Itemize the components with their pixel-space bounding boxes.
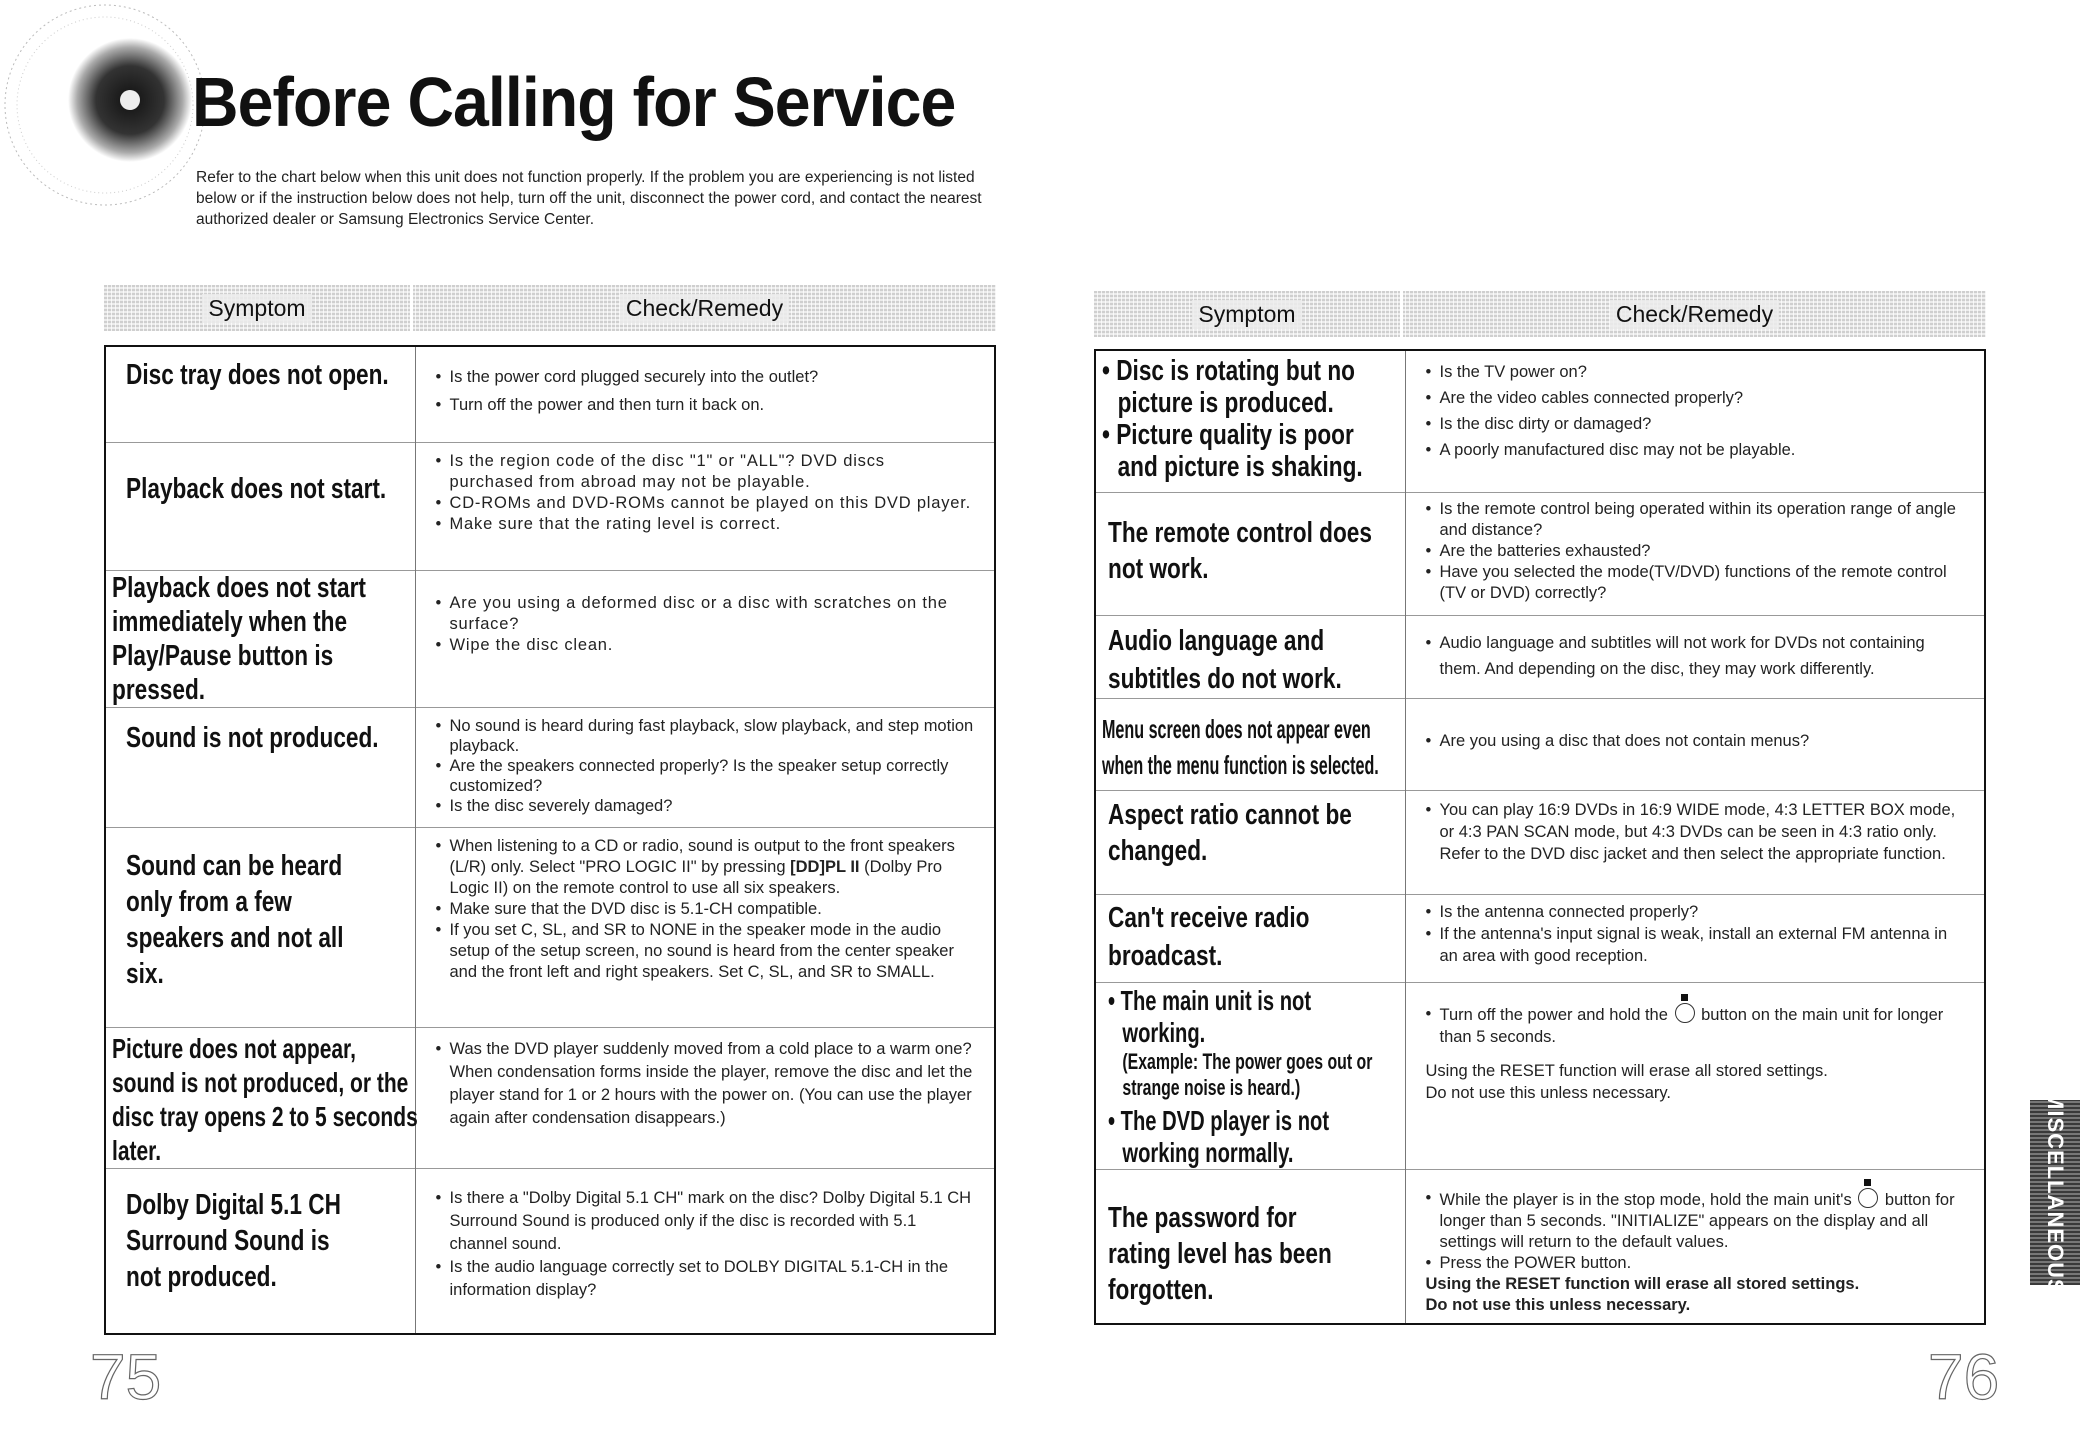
table-row bbox=[105, 827, 995, 1027]
table-row bbox=[1095, 982, 1985, 1169]
remedy-item: • Make sure that the DVD disc is 5.1-CH compatible. bbox=[436, 899, 975, 920]
symptom-text: Picture does not appear, sound is not produced, or the disc tray opens 2 to 5 seconds later. bbox=[112, 1032, 418, 1166]
remedy-item: • Is the antenna connected properly? bbox=[1426, 901, 1965, 923]
symptom-text: Aspect ratio cannot be changed. bbox=[1108, 798, 1352, 867]
symptom-header: Symptom bbox=[1094, 291, 1400, 337]
remedy-item: • Is there a "Dolby Digital 5.1 CH" mark on the disc? Dolby Digital 5.1 CH Surround Sound is produced only if the disc is recorded with 5.1 channel sound. bbox=[436, 1187, 975, 1256]
remedy-item: • Is the TV power on? bbox=[1426, 359, 1965, 385]
remedy-item: • If the antenna's input signal is weak, install an external FM antenna in an area with good reception. bbox=[1426, 923, 1965, 967]
symptom-text: Playback does not start immediately when the Play/Pause button is pressed. bbox=[112, 571, 366, 706]
page-number-right: 76 bbox=[1928, 1341, 2000, 1413]
remedy-item: • If you set C, SL, and SR to NONE in the speaker mode in the audio setup of the setup screen, no sound is heard from the center speaker and the front left and right speakers. Set C, SL, and SR to SMALL. bbox=[436, 920, 975, 983]
remedy-item: • Turn off the power and then turn it back on. bbox=[436, 395, 985, 416]
table-row bbox=[1095, 615, 1985, 698]
remedy-item: • Are the batteries exhausted? bbox=[1426, 541, 1965, 562]
symptom-text: Audio language and subtitles do not work. bbox=[1108, 624, 1342, 695]
remedy-header: Check/Remedy bbox=[413, 285, 996, 331]
remedy-item: • Press the POWER button. bbox=[1426, 1253, 1971, 1274]
symptom-text: • The main unit is not working. (Example: The power goes out or strange noise is heard.) • The DVD player is not working normally. bbox=[1108, 984, 1373, 1168]
symptom-text: Sound is not produced. bbox=[126, 721, 379, 754]
remedy-item: • CD-ROMs and DVD-ROMs cannot be played on this DVD player. bbox=[436, 493, 975, 514]
right-table-header bbox=[1094, 291, 1986, 337]
symptom-text: The password for rating level has been forgotten. bbox=[1108, 1201, 1332, 1306]
table-row bbox=[1095, 894, 1985, 982]
remedy-item: • Turn off the power and hold the button on the main unit for longer than 5 seconds. bbox=[1426, 1003, 1965, 1048]
stop-button-icon bbox=[1675, 1003, 1695, 1023]
intro-text: Refer to the chart below when this unit does not function properly. If the problem you are experiencing is not listed below or if the instruction below does not help, turn off the unit, disconnect the power cord, and contact the nearest authorized dealer or Samsung Electronics Service Center. bbox=[196, 169, 982, 228]
symptom-text: Dolby Digital 5.1 CH Surround Sound is not produced. bbox=[126, 1188, 341, 1293]
left-table-header bbox=[104, 285, 996, 331]
table-row bbox=[105, 1027, 995, 1168]
remedy-item: • Is the disc severely damaged? bbox=[436, 796, 975, 816]
remedy-item: • Is the disc dirty or damaged? bbox=[1426, 411, 1965, 437]
symptom-text: Playback does not start. bbox=[126, 472, 387, 505]
remedy-item: • Is the remote control being operated within its operation range of angle and distance? bbox=[1426, 499, 1965, 541]
table-row bbox=[105, 346, 995, 442]
remedy-item: • You can play 16:9 DVDs in 16:9 WIDE mode, 4:3 LETTER BOX mode, or 4:3 PAN SCAN mode, but 4:3 DVDs can be seen in 4:3 ratio only. Refer to the DVD disc jacket and then select the appropriate function. bbox=[1426, 799, 1965, 865]
reset-note: Do not use this unless necessary. bbox=[1425, 1295, 1691, 1314]
remedy-item: • Make sure that the rating level is correct. bbox=[436, 514, 975, 535]
symptom-header: Symptom bbox=[104, 285, 410, 331]
page-number-left: 75 bbox=[90, 1341, 162, 1413]
table-row bbox=[105, 442, 995, 570]
symptom-text: Sound can be heard only from a few speakers and not all six. bbox=[126, 849, 344, 990]
right-troubleshooting-table bbox=[1094, 349, 1986, 1325]
symptom-text: Disc tray does not open. bbox=[126, 359, 389, 391]
table-row bbox=[1095, 350, 1985, 492]
table-row bbox=[1095, 698, 1985, 790]
table-row bbox=[105, 570, 995, 707]
symptom-text: The remote control does not work. bbox=[1108, 516, 1372, 585]
remedy-item: • A poorly manufactured disc may not be playable. bbox=[1426, 437, 1965, 463]
remedy-item: • When listening to a CD or radio, sound is output to the front speakers (L/R) only. Select "PRO LOGIC II" by pressing [DD]PL II (Dolby Pro Logic II) on the remote control to use all six speakers. bbox=[436, 836, 975, 899]
reset-note: Do not use this unless necessary. bbox=[1425, 1083, 1671, 1102]
table-row bbox=[105, 707, 995, 827]
remedy-item: • Have you selected the mode(TV/DVD) functions of the remote control (TV or DVD) correctly? bbox=[1426, 562, 1965, 604]
page-title: Before Calling for Service bbox=[192, 63, 956, 141]
remedy-item: • No sound is heard during fast playback, slow playback, and step motion playback. bbox=[436, 716, 975, 756]
remedy-item: • Are the speakers connected properly? Is the speaker setup correctly customized? bbox=[436, 756, 975, 796]
table-row bbox=[1095, 790, 1985, 894]
reset-note: Using the RESET function will erase all stored settings. bbox=[1425, 1274, 1860, 1293]
symptom-text: Can't receive radio broadcast. bbox=[1108, 901, 1310, 972]
table-row bbox=[1095, 492, 1985, 615]
remedy-item: • Is the power cord plugged securely into the outlet? bbox=[436, 367, 985, 388]
section-tab: MISCELLANEOUS bbox=[2030, 1100, 2080, 1285]
disc-icon bbox=[0, 0, 215, 230]
table-row bbox=[1095, 1169, 1985, 1324]
remedy-item: • Are the video cables connected properly? bbox=[1426, 385, 1965, 411]
symptom-text: • Disc is rotating but no picture is produced. • Picture quality is poor and picture is shaking. bbox=[1102, 355, 1363, 483]
remedy-item: • Wipe the disc clean. bbox=[436, 635, 975, 656]
symptom-text: Menu screen does not appear even when the menu function is selected. bbox=[1102, 713, 1379, 780]
remedy-header: Check/Remedy bbox=[1403, 291, 1986, 337]
remedy-item: • While the player is in the stop mode, hold the main unit's button for longer than 5 seconds. "INITIALIZE" appears on the display and all settings will return to the default values. bbox=[1426, 1188, 1971, 1253]
remedy-item: • Audio language and subtitles will not work for DVDs not containing them. And depending on the disc, they may work differently. bbox=[1426, 630, 1965, 682]
remedy-item: • Is the audio language correctly set to DOLBY DIGITAL 5.1-CH in the information display? bbox=[436, 1256, 975, 1302]
remedy-item: • Was the DVD player suddenly moved from a cold place to a warm one? When condensation forms inside the player, remove the disc and let the player stand for 1 or 2 hours with the power on. (You can use the player again after condensation disappears.) bbox=[436, 1038, 975, 1130]
stop-button-icon bbox=[1858, 1188, 1878, 1208]
remedy-item: • Are you using a disc that does not contain menus? bbox=[1426, 731, 1965, 752]
left-troubleshooting-table bbox=[104, 345, 996, 1335]
table-row bbox=[105, 1168, 995, 1334]
remedy-item: • Is the region code of the disc "1" or "ALL"? DVD discs purchased from abroad may not be playable. bbox=[436, 451, 975, 493]
pl2-button-icon: [DD]PL II bbox=[790, 857, 860, 876]
remedy-item: • Are you using a deformed disc or a disc with scratches on the surface? bbox=[436, 593, 975, 635]
reset-note: Using the RESET function will erase all stored settings. bbox=[1425, 1061, 1828, 1080]
